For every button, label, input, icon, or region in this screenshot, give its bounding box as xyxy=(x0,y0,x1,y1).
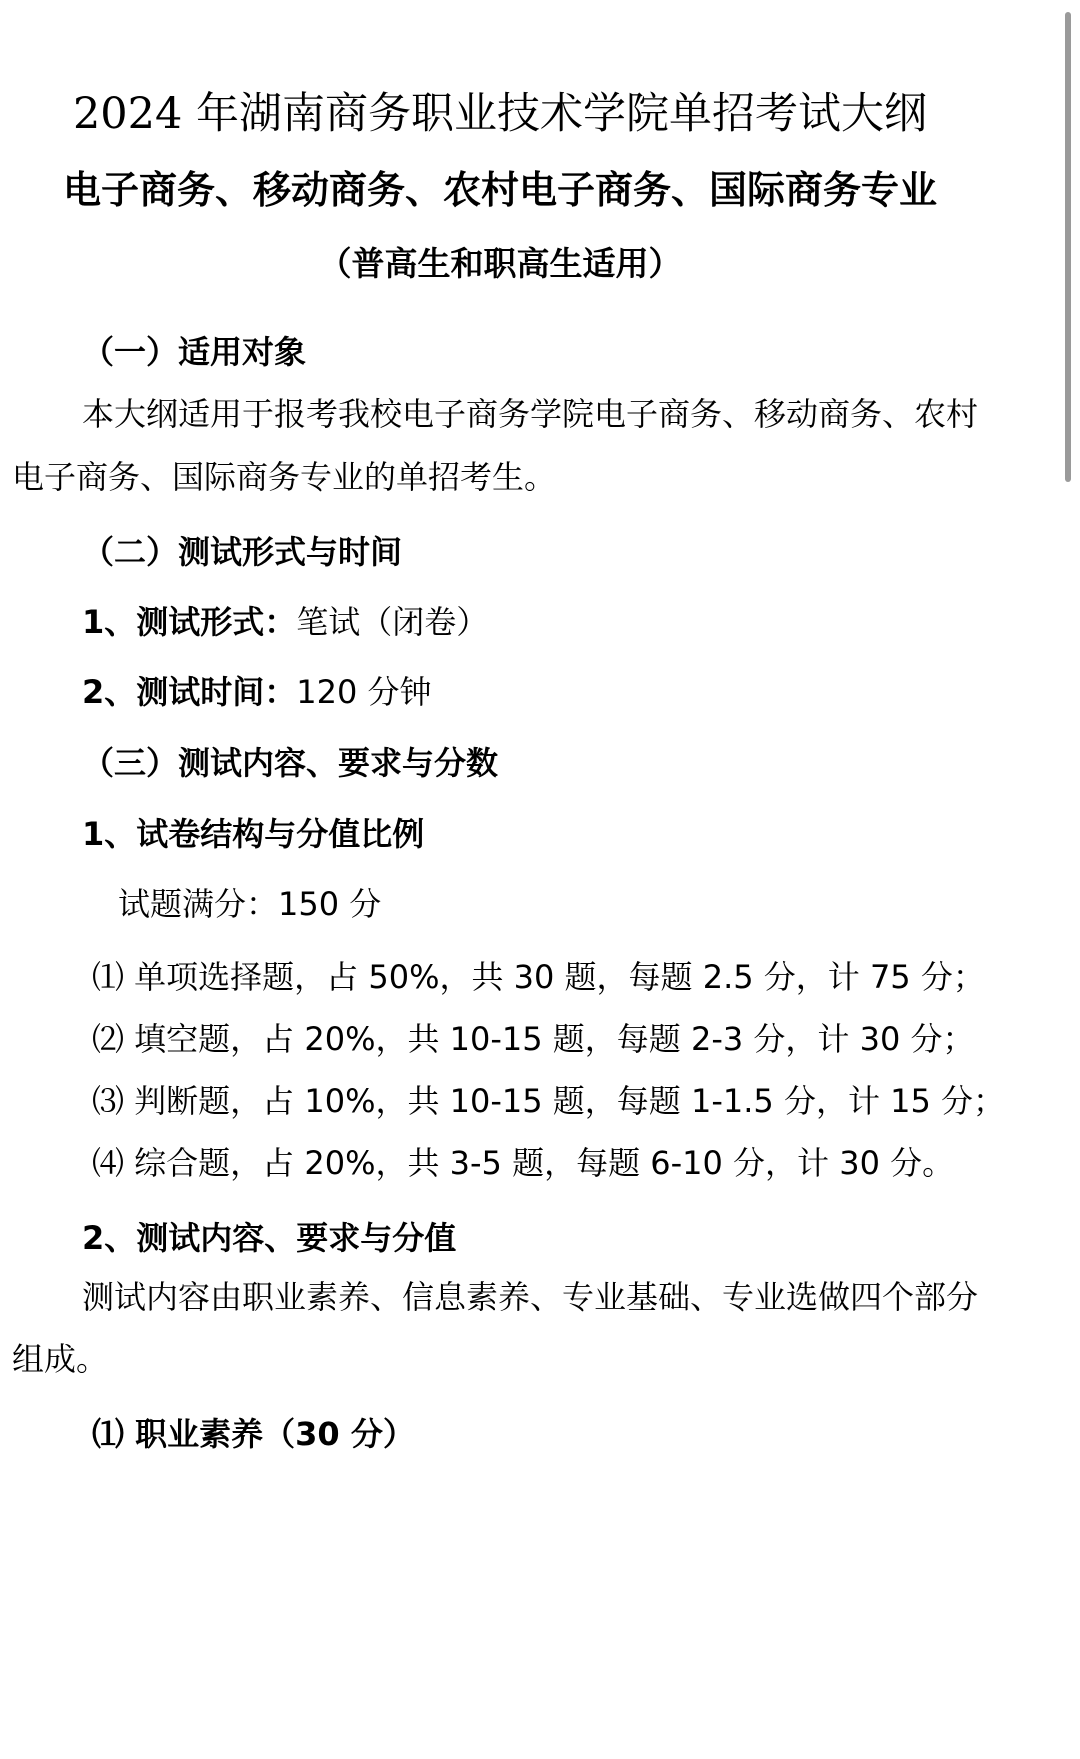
section-body-line: 测试内容由职业素养、信息素养、专业基础、专业选做四个部分 xyxy=(82,1278,979,1316)
section-body-line: 组成。 xyxy=(12,1340,109,1378)
section-body-line: 电子商务、国际商务专业的单招考生。 xyxy=(12,458,557,496)
applicability-note: （普高生和职高生适用） xyxy=(318,244,682,283)
test-time-label: 2、测试时间： xyxy=(82,673,297,711)
subsection-heading-content: 2、测试内容、要求与分值 xyxy=(82,1219,457,1257)
subsection-heading-structure: 1、试卷结构与分值比例 xyxy=(82,815,425,853)
test-format-value: 笔试（闭卷） xyxy=(296,603,489,641)
question-type-item: ⑶ 判断题，占 10%，共 10-15 题，每题 1-1.5 分，计 15 分； xyxy=(92,1082,1006,1120)
question-type-item: ⑷ 综合题，占 20%，共 3-5 题，每题 6-10 分，计 30 分。 xyxy=(92,1144,955,1182)
test-time-line xyxy=(82,670,432,714)
full-score-line: 试题满分：150 分 xyxy=(118,885,382,923)
test-format-line xyxy=(82,600,488,644)
question-type-item: ⑴ 单项选择题，占 50%，共 30 题，每题 2.5 分，计 75 分； xyxy=(92,958,985,996)
question-type-item: ⑵ 填空题，占 20%，共 10-15 题，每题 2-3 分，计 30 分； xyxy=(92,1020,975,1058)
section-body-line: 本大纲适用于报考我校电子商务学院电子商务、移动商务、农村 xyxy=(82,395,979,433)
vertical-scrollbar[interactable] xyxy=(1065,12,1071,482)
section-heading-test-content: （三）测试内容、要求与分数 xyxy=(82,744,499,782)
section-heading-applicable-targets: （一）适用对象 xyxy=(82,333,307,371)
test-format-label: 1、测试形式： xyxy=(82,603,297,641)
document-subtitle: 电子商务、移动商务、农村电子商务、国际商务专业 xyxy=(62,168,937,212)
test-time-value: 120 分钟 xyxy=(296,673,432,711)
section-heading-test-format: （二）测试形式与时间 xyxy=(82,533,403,571)
part-heading-professional-literacy: ⑴ 职业素养（30 分） xyxy=(92,1415,415,1453)
document-title: 2024 年湖南商务职业技术学院单招考试大纲 xyxy=(72,89,928,139)
